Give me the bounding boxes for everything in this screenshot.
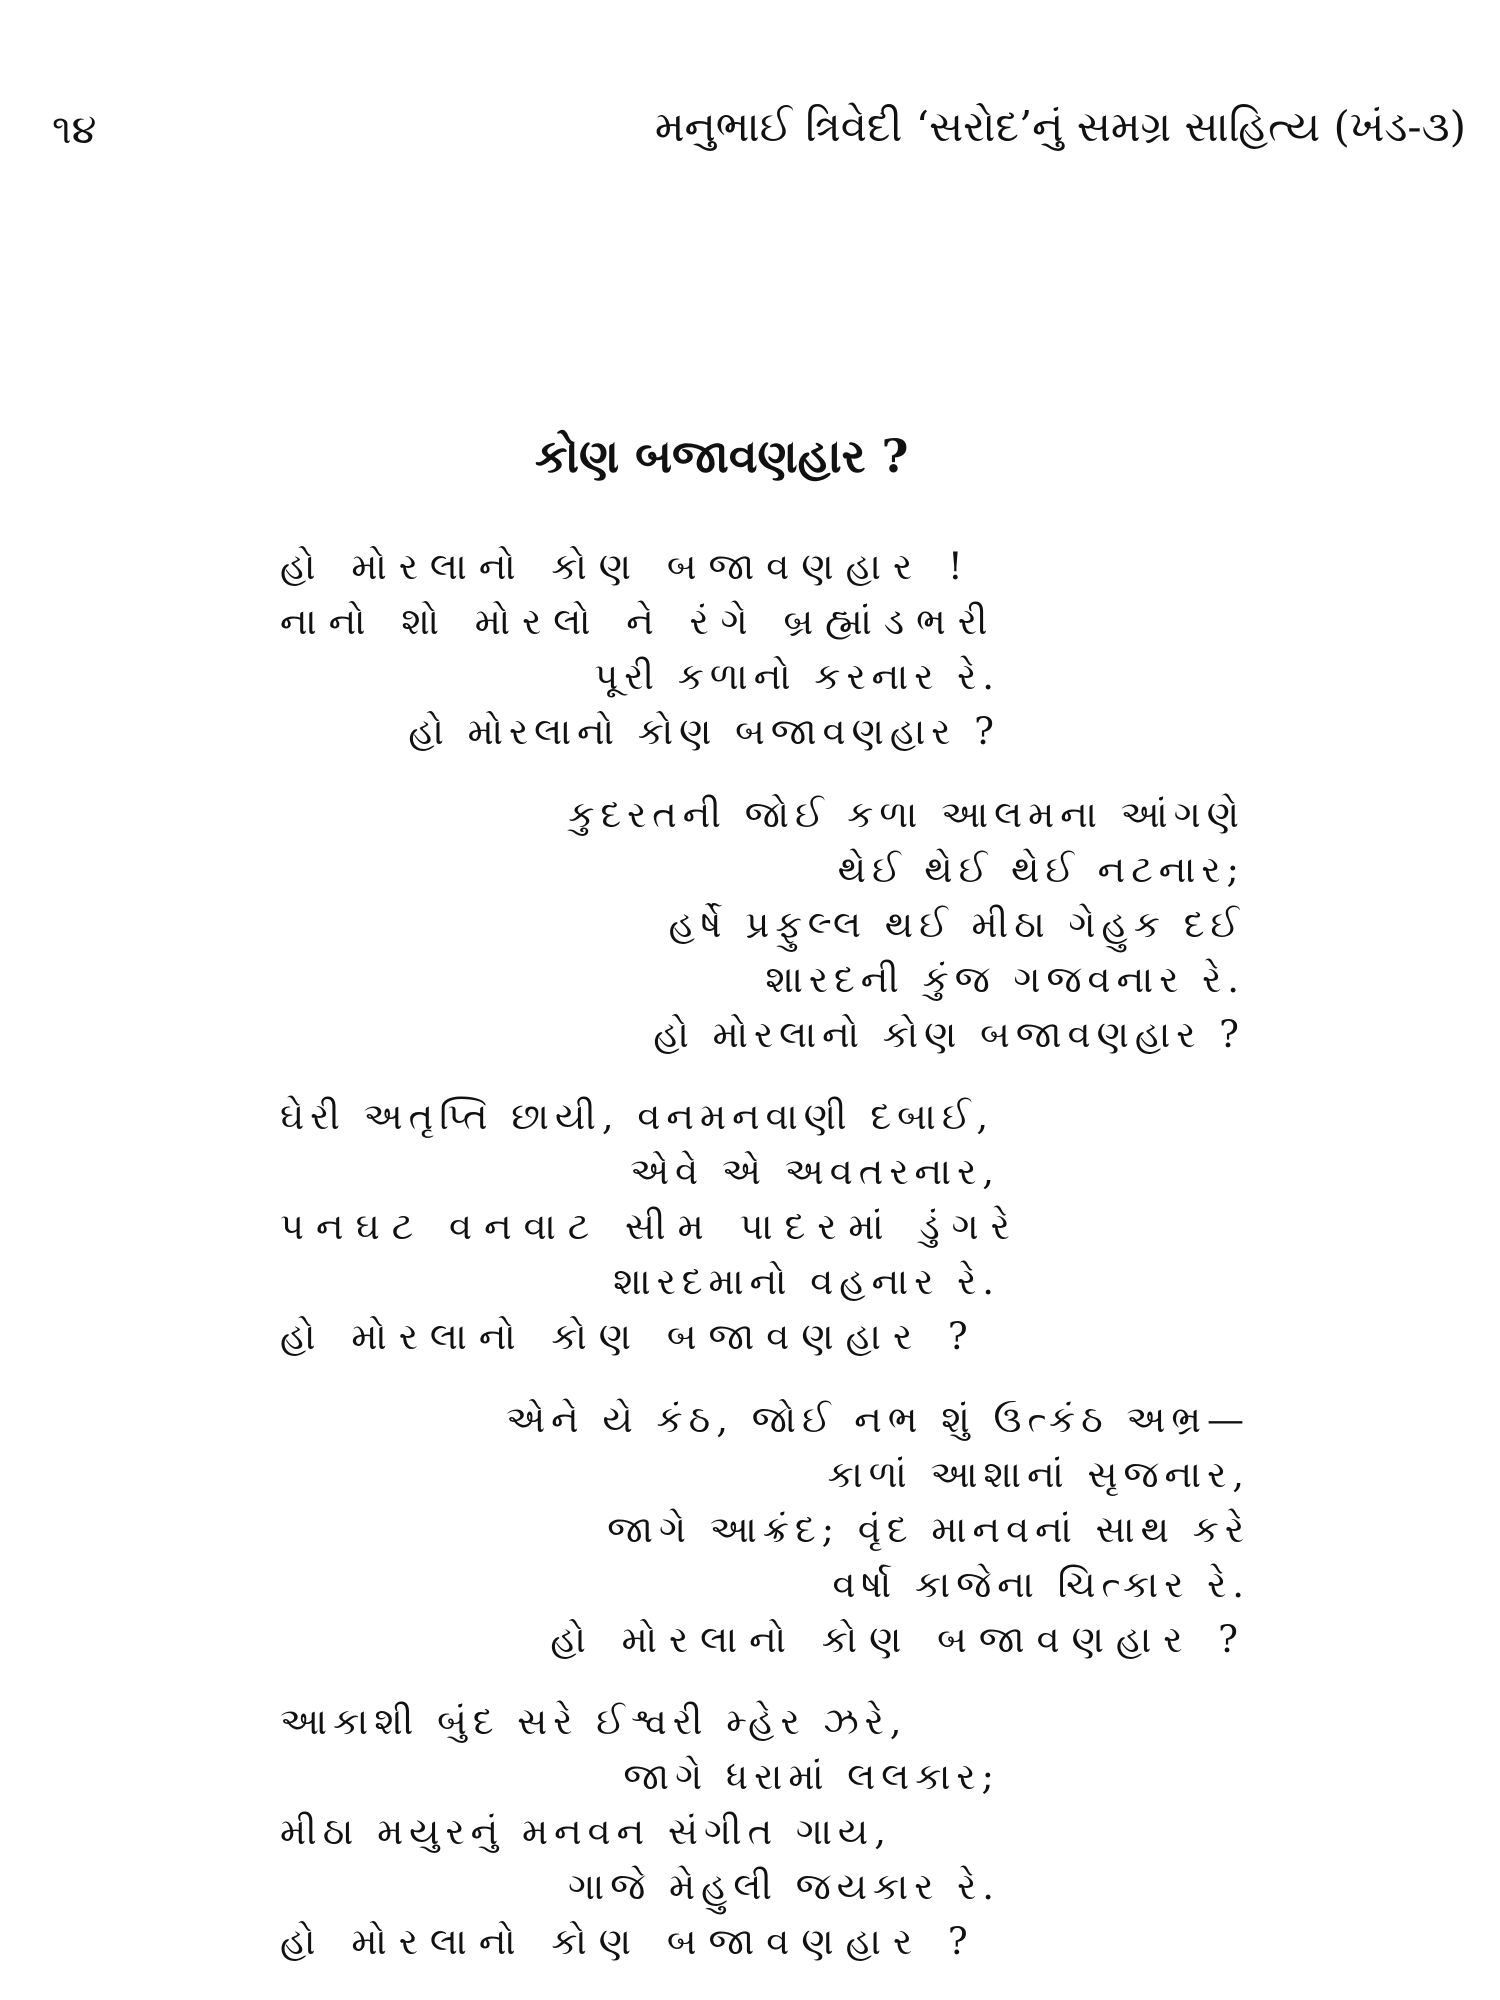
poem-line: પનઘટ વનવાટ સીમ પાદરમાં ડુંગરે bbox=[280, 1205, 1022, 1248]
page-number: ૧૪ bbox=[52, 107, 97, 153]
poem-line: વર્ષા કાજેના ચિત્કાર રે. bbox=[832, 1563, 1250, 1606]
poem-line: થેઈ થેઈ થેઈ નટનાર; bbox=[837, 848, 1245, 891]
poem-line: હો મોરલાનો કોણ બજાવણહાર ? bbox=[280, 1315, 980, 1358]
poem-line: એને યે કંઠ, જોઈ નભ શું ઉત્કંઠ અભ્ર— bbox=[506, 1398, 1250, 1441]
poem-line: હો મોરલાનો કોણ બજાવણહાર ? bbox=[408, 710, 1000, 753]
poem-line: જાગે આક્રંદ; વૃંદ માનવનાં સાથ કરે bbox=[607, 1508, 1250, 1551]
poem-line: હો મોરલાનો કોણ બજાવણહાર ? bbox=[280, 1920, 980, 1963]
running-header: મનુભાઈ ત્રિવેદી ‘સરોદ’નું સમગ્ર સાહિત્ય (ખંડ-૩) bbox=[654, 102, 1466, 151]
poem-line: એવે એ અવતરનાર, bbox=[630, 1150, 1000, 1193]
poem-line: પૂરી કળાનો કરનાર રે. bbox=[594, 655, 1000, 698]
poem-line: જાગે ધરામાં લલકાર; bbox=[623, 1755, 1000, 1798]
poem-line: હો મોરલાનો કોણ બજાવણહાર ? bbox=[550, 1618, 1250, 1661]
poem-line: ગાજે મેહુલી જયકાર રે. bbox=[568, 1865, 1000, 1908]
poem-line: હો મોરલાનો કોણ બજાવણહાર ? bbox=[653, 1013, 1245, 1056]
poem-line: હો મોરલાનો કોણ બજાવણહાર ! bbox=[280, 545, 975, 588]
poem-line: શારદમાનો વહનાર રે. bbox=[613, 1260, 1000, 1303]
poem-line: કુદરતની જોઈ કળા આલમના આંગણે bbox=[568, 793, 1245, 836]
poem-line: હર્ષે પ્રફુલ્લ થઈ મીઠા ગેહુક દઈ bbox=[668, 903, 1245, 946]
poem-title: કોણ બજાવણહાર ? bbox=[535, 429, 909, 483]
poem-line: શારદની કુંજ ગજવનાર રે. bbox=[765, 958, 1245, 1001]
poem-line: કાળાં આશાનાં સૃજનાર, bbox=[827, 1453, 1250, 1496]
poem-line: મીઠા મયુરનું મનવન સંગીત ગાય, bbox=[280, 1810, 893, 1853]
poem-line: નાનો શો મોરલો ને રંગે બ્રહ્માંડભરી bbox=[280, 600, 1000, 643]
poem-line: ઘેરી અતૃપ્તિ છાયી, વનમનવાણી દબાઈ, bbox=[280, 1095, 995, 1138]
poem-line: આકાશી બુંદ સરે ઈશ્વરી મ્હેર ઝરે, bbox=[280, 1700, 908, 1743]
